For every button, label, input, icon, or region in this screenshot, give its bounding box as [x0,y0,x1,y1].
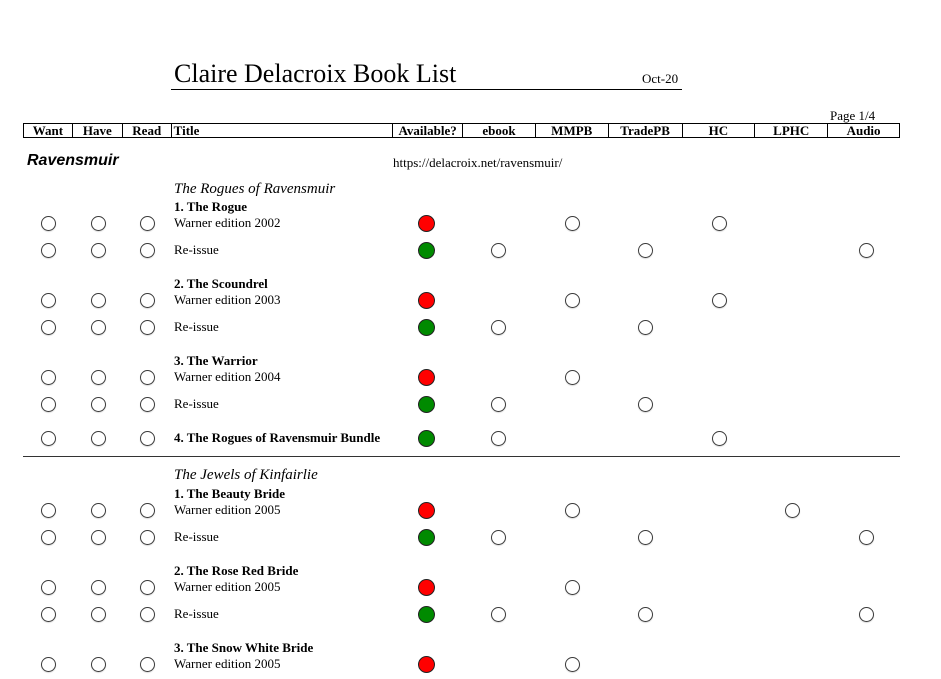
subseries-heading: The Rogues of Ravensmuir [174,181,336,197]
have-radio[interactable] [91,397,106,412]
read-radio[interactable] [140,293,155,308]
col-tradepb: TradePB [609,124,683,137]
subseries-heading: The Jewels of Kinfairlie [174,467,318,483]
want-radio[interactable] [41,243,56,258]
col-lphc: LPHC [755,124,828,137]
edition-label: Re-issue [174,242,219,257]
mmpb-format-radio[interactable] [565,216,580,231]
hc-format-radio[interactable] [712,216,727,231]
audio-format-radio[interactable] [859,607,874,622]
tradepb-format-radio[interactable] [638,607,653,622]
book-title: 3. The Snow White Bride [174,640,314,655]
want-radio[interactable] [41,503,56,518]
want-radio[interactable] [41,216,56,231]
book-title: 3. The Warrior [174,353,258,368]
col-title: Title [172,124,394,137]
want-radio[interactable] [41,293,56,308]
read-radio[interactable] [140,243,155,258]
mmpb-format-radio[interactable] [565,293,580,308]
col-audio: Audio [846,123,881,138]
have-radio[interactable] [91,431,106,446]
edition-label: Warner edition 2004 [174,369,281,384]
have-radio[interactable] [91,530,106,545]
unavailable-indicator-red [418,369,435,386]
available-indicator-green [418,430,435,447]
available-indicator-green [418,242,435,259]
mmpb-format-radio[interactable] [565,370,580,385]
read-radio[interactable] [140,530,155,545]
tradepb-format-radio[interactable] [638,397,653,412]
edition-label: Re-issue [174,319,219,334]
mmpb-format-radio[interactable] [565,657,580,672]
edition-label: Warner edition 2003 [174,292,281,307]
hc-format-radio[interactable] [712,293,727,308]
series-url[interactable]: https://delacroix.net/ravensmuir/ [393,155,563,170]
want-radio[interactable] [41,607,56,622]
have-radio[interactable] [91,657,106,672]
title-underline [171,89,682,90]
unavailable-indicator-red [418,502,435,519]
want-radio[interactable] [41,431,56,446]
ebook-format-radio[interactable] [491,320,506,335]
available-indicator-green [418,606,435,623]
read-radio[interactable] [140,216,155,231]
want-radio[interactable] [41,320,56,335]
want-radio[interactable] [41,580,56,595]
mmpb-format-radio[interactable] [565,580,580,595]
have-radio[interactable] [91,607,106,622]
have-radio[interactable] [91,370,106,385]
col-available: Available? [393,124,463,137]
available-indicator-green [418,396,435,413]
tradepb-format-radio[interactable] [638,243,653,258]
col-hc: HC [683,124,756,137]
col-ebook: ebook [463,124,536,137]
available-indicator-green [418,529,435,546]
edition-label: Warner edition 2002 [174,215,281,230]
series-heading: Ravensmuir [27,152,119,169]
ebook-format-radio[interactable] [491,243,506,258]
page-number: Page 1/4 [830,108,876,123]
have-radio[interactable] [91,293,106,308]
read-radio[interactable] [140,320,155,335]
have-radio[interactable] [91,243,106,258]
edition-label: Warner edition 2005 [174,656,281,671]
tradepb-format-radio[interactable] [638,320,653,335]
want-radio[interactable] [41,657,56,672]
have-radio[interactable] [91,580,106,595]
want-radio[interactable] [41,370,56,385]
read-radio[interactable] [140,370,155,385]
read-radio[interactable] [140,580,155,595]
ebook-format-radio[interactable] [491,431,506,446]
column-header-row [23,123,900,138]
unavailable-indicator-red [418,292,435,309]
ebook-format-radio[interactable] [491,607,506,622]
page-title: Claire Delacroix Book List [174,59,457,88]
edition-label: Warner edition 2005 [174,579,281,594]
read-radio[interactable] [140,397,155,412]
hc-format-radio[interactable] [712,431,727,446]
book-title: 2. The Rose Red Bride [174,563,299,578]
book-title: 1. The Rogue [174,199,248,214]
unavailable-indicator-red [418,579,435,596]
read-radio[interactable] [140,607,155,622]
edition-label: Re-issue [174,396,219,411]
book-title: 2. The Scoundrel [174,276,268,291]
want-radio[interactable] [41,530,56,545]
edition-label: Re-issue [174,606,219,621]
audio-format-radio[interactable] [859,243,874,258]
col-have: Have [73,124,123,137]
have-radio[interactable] [91,216,106,231]
section-divider [23,456,900,457]
unavailable-indicator-red [418,215,435,232]
edition-label: Warner edition 2005 [174,502,281,517]
ebook-format-radio[interactable] [491,530,506,545]
edition-label: Re-issue [174,529,219,544]
ebook-format-radio[interactable] [491,397,506,412]
want-radio[interactable] [41,397,56,412]
audio-format-radio[interactable] [859,530,874,545]
available-indicator-green [418,319,435,336]
col-want: Want [24,124,73,137]
have-radio[interactable] [91,503,106,518]
read-radio[interactable] [140,431,155,446]
unavailable-indicator-red [418,656,435,673]
mmpb-format-radio[interactable] [565,503,580,518]
book-title: 1. The Beauty Bride [174,486,285,501]
book-title: 4. The Rogues of Ravensmuir Bundle [174,430,381,445]
tradepb-format-radio[interactable] [638,530,653,545]
list-date: Oct-20 [642,71,679,86]
lphc-format-radio[interactable] [785,503,800,518]
col-read: Read [123,124,172,137]
col-mmpb: MMPB [536,124,609,137]
read-radio[interactable] [140,657,155,672]
have-radio[interactable] [91,320,106,335]
read-radio[interactable] [140,503,155,518]
